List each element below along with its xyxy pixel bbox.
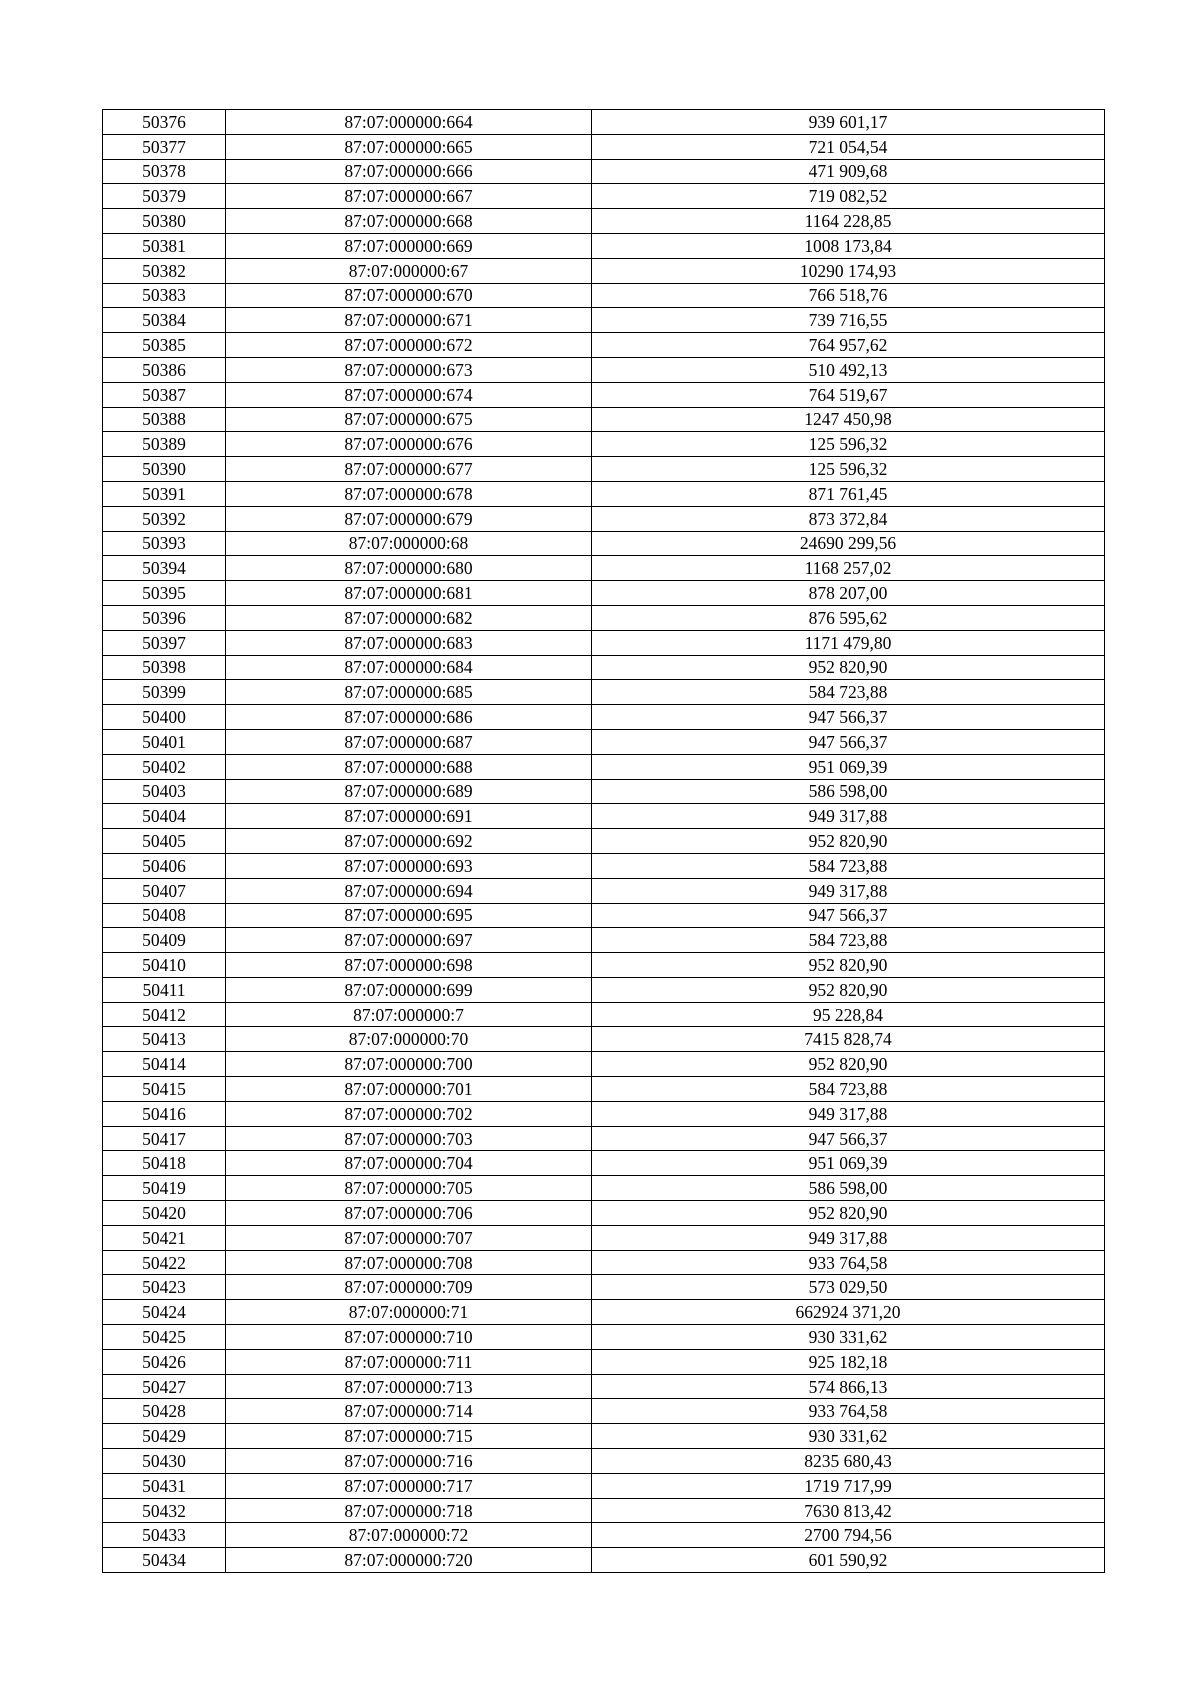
cadastral-value-cell: 586 598,00 bbox=[592, 779, 1105, 804]
cadastral-number-cell: 87:07:000000:704 bbox=[226, 1151, 592, 1176]
table-row bbox=[103, 1325, 1105, 1350]
row-number-cell: 50390 bbox=[103, 457, 226, 482]
table-row bbox=[103, 953, 1105, 978]
cadastral-number-cell: 87:07:000000:669 bbox=[226, 233, 592, 258]
table-row bbox=[103, 754, 1105, 779]
cadastral-value-cell: 574 866,13 bbox=[592, 1374, 1105, 1399]
cadastral-value-cell: 739 716,55 bbox=[592, 308, 1105, 333]
cadastral-value-cell: 584 723,88 bbox=[592, 853, 1105, 878]
cadastral-value-cell: 939 601,17 bbox=[592, 110, 1105, 135]
row-number-cell: 50407 bbox=[103, 878, 226, 903]
row-number-cell: 50419 bbox=[103, 1176, 226, 1201]
cadastral-value-cell: 601 590,92 bbox=[592, 1548, 1105, 1573]
row-number-cell: 50417 bbox=[103, 1126, 226, 1151]
cadastral-number-cell: 87:07:000000:671 bbox=[226, 308, 592, 333]
row-number-cell: 50418 bbox=[103, 1151, 226, 1176]
cadastral-number-cell: 87:07:000000:700 bbox=[226, 1052, 592, 1077]
cadastral-value-cell: 471 909,68 bbox=[592, 159, 1105, 184]
cadastral-value-cell: 1247 450,98 bbox=[592, 407, 1105, 432]
cadastral-number-cell: 87:07:000000:664 bbox=[226, 110, 592, 135]
cadastral-number-cell: 87:07:000000:668 bbox=[226, 209, 592, 234]
cadastral-value-cell: 1719 717,99 bbox=[592, 1473, 1105, 1498]
table-row bbox=[103, 1399, 1105, 1424]
row-number-cell: 50416 bbox=[103, 1101, 226, 1126]
row-number-cell: 50395 bbox=[103, 581, 226, 606]
cadastral-value-cell: 662924 371,20 bbox=[592, 1300, 1105, 1325]
table-row bbox=[103, 779, 1105, 804]
table-row bbox=[103, 110, 1105, 135]
cadastral-number-cell: 87:07:000000:71 bbox=[226, 1300, 592, 1325]
cadastral-value-cell: 1164 228,85 bbox=[592, 209, 1105, 234]
cadastral-number-cell: 87:07:000000:720 bbox=[226, 1548, 592, 1573]
table-body bbox=[103, 110, 1105, 1573]
table-row bbox=[103, 184, 1105, 209]
row-number-cell: 50383 bbox=[103, 283, 226, 308]
row-number-cell: 50426 bbox=[103, 1349, 226, 1374]
cadastral-value-cell: 952 820,90 bbox=[592, 655, 1105, 680]
row-number-cell: 50434 bbox=[103, 1548, 226, 1573]
row-number-cell: 50380 bbox=[103, 209, 226, 234]
row-number-cell: 50388 bbox=[103, 407, 226, 432]
row-number-cell: 50414 bbox=[103, 1052, 226, 1077]
row-number-cell: 50425 bbox=[103, 1325, 226, 1350]
cadastral-value-cell: 933 764,58 bbox=[592, 1250, 1105, 1275]
table-row bbox=[103, 134, 1105, 159]
table-row bbox=[103, 829, 1105, 854]
cadastral-number-cell: 87:07:000000:672 bbox=[226, 333, 592, 358]
table-row bbox=[103, 1201, 1105, 1226]
cadastral-number-cell: 87:07:000000:694 bbox=[226, 878, 592, 903]
table-row bbox=[103, 1077, 1105, 1102]
table-row bbox=[103, 804, 1105, 829]
cadastral-value-cell: 510 492,13 bbox=[592, 357, 1105, 382]
cadastral-value-cell: 947 566,37 bbox=[592, 903, 1105, 928]
row-number-cell: 50408 bbox=[103, 903, 226, 928]
table-row bbox=[103, 1449, 1105, 1474]
row-number-cell: 50427 bbox=[103, 1374, 226, 1399]
cadastral-value-cell: 930 331,62 bbox=[592, 1424, 1105, 1449]
cadastral-number-cell: 87:07:000000:68 bbox=[226, 531, 592, 556]
table-row bbox=[103, 308, 1105, 333]
cadastral-number-cell: 87:07:000000:674 bbox=[226, 382, 592, 407]
cadastral-number-cell: 87:07:000000:706 bbox=[226, 1201, 592, 1226]
table-row bbox=[103, 1027, 1105, 1052]
cadastral-number-cell: 87:07:000000:701 bbox=[226, 1077, 592, 1102]
row-number-cell: 50377 bbox=[103, 134, 226, 159]
row-number-cell: 50405 bbox=[103, 829, 226, 854]
cadastral-number-cell: 87:07:000000:677 bbox=[226, 457, 592, 482]
cadastral-number-cell: 87:07:000000:688 bbox=[226, 754, 592, 779]
table-row bbox=[103, 1374, 1105, 1399]
row-number-cell: 50385 bbox=[103, 333, 226, 358]
cadastral-value-cell: 7630 813,42 bbox=[592, 1498, 1105, 1523]
cadastral-value-cell: 1171 479,80 bbox=[592, 630, 1105, 655]
cadastral-number-cell: 87:07:000000:687 bbox=[226, 729, 592, 754]
row-number-cell: 50428 bbox=[103, 1399, 226, 1424]
row-number-cell: 50378 bbox=[103, 159, 226, 184]
row-number-cell: 50389 bbox=[103, 432, 226, 457]
cadastral-value-cell: 947 566,37 bbox=[592, 705, 1105, 730]
row-number-cell: 50412 bbox=[103, 1002, 226, 1027]
cadastral-number-cell: 87:07:000000:693 bbox=[226, 853, 592, 878]
row-number-cell: 50433 bbox=[103, 1523, 226, 1548]
row-number-cell: 50413 bbox=[103, 1027, 226, 1052]
cadastral-value-cell: 584 723,88 bbox=[592, 1077, 1105, 1102]
table-row bbox=[103, 407, 1105, 432]
cadastral-value-cell: 584 723,88 bbox=[592, 928, 1105, 953]
cadastral-value-cell: 24690 299,56 bbox=[592, 531, 1105, 556]
cadastral-value-cell: 949 317,88 bbox=[592, 1101, 1105, 1126]
row-number-cell: 50421 bbox=[103, 1225, 226, 1250]
row-number-cell: 50431 bbox=[103, 1473, 226, 1498]
table-row bbox=[103, 705, 1105, 730]
cadastral-number-cell: 87:07:000000:716 bbox=[226, 1449, 592, 1474]
cadastral-value-cell: 764 957,62 bbox=[592, 333, 1105, 358]
cadastral-value-cell: 878 207,00 bbox=[592, 581, 1105, 606]
row-number-cell: 50420 bbox=[103, 1201, 226, 1226]
row-number-cell: 50409 bbox=[103, 928, 226, 953]
cadastral-number-cell: 87:07:000000:673 bbox=[226, 357, 592, 382]
cadastral-value-cell: 947 566,37 bbox=[592, 1126, 1105, 1151]
row-number-cell: 50424 bbox=[103, 1300, 226, 1325]
row-number-cell: 50406 bbox=[103, 853, 226, 878]
table-row bbox=[103, 1424, 1105, 1449]
cadastral-number-cell: 87:07:000000:675 bbox=[226, 407, 592, 432]
cadastral-number-cell: 87:07:000000:676 bbox=[226, 432, 592, 457]
table-row bbox=[103, 1498, 1105, 1523]
row-number-cell: 50386 bbox=[103, 357, 226, 382]
cadastral-number-cell: 87:07:000000:678 bbox=[226, 481, 592, 506]
cadastral-number-cell: 87:07:000000:683 bbox=[226, 630, 592, 655]
table-row bbox=[103, 1250, 1105, 1275]
table-row bbox=[103, 1548, 1105, 1573]
table-row bbox=[103, 1126, 1105, 1151]
table-row bbox=[103, 1151, 1105, 1176]
row-number-cell: 50392 bbox=[103, 506, 226, 531]
table-row bbox=[103, 1101, 1105, 1126]
table-row bbox=[103, 283, 1105, 308]
table-row bbox=[103, 853, 1105, 878]
cadastral-number-cell: 87:07:000000:695 bbox=[226, 903, 592, 928]
cadastral-value-cell: 947 566,37 bbox=[592, 729, 1105, 754]
cadastral-value-cell: 949 317,88 bbox=[592, 1225, 1105, 1250]
table-row bbox=[103, 655, 1105, 680]
cadastral-number-cell: 87:07:000000:713 bbox=[226, 1374, 592, 1399]
table-row bbox=[103, 233, 1105, 258]
row-number-cell: 50394 bbox=[103, 556, 226, 581]
cadastral-number-cell: 87:07:000000:697 bbox=[226, 928, 592, 953]
cadastral-value-cell: 95 228,84 bbox=[592, 1002, 1105, 1027]
cadastral-value-cell: 951 069,39 bbox=[592, 754, 1105, 779]
table-row bbox=[103, 457, 1105, 482]
cadastral-number-cell: 87:07:000000:710 bbox=[226, 1325, 592, 1350]
cadastral-value-cell: 871 761,45 bbox=[592, 481, 1105, 506]
cadastral-number-cell: 87:07:000000:685 bbox=[226, 680, 592, 705]
cadastral-number-cell: 87:07:000000:686 bbox=[226, 705, 592, 730]
cadastral-value-cell: 125 596,32 bbox=[592, 457, 1105, 482]
table-row bbox=[103, 605, 1105, 630]
cadastral-number-cell: 87:07:000000:702 bbox=[226, 1101, 592, 1126]
cadastral-value-cell: 8235 680,43 bbox=[592, 1449, 1105, 1474]
cadastral-value-cell: 125 596,32 bbox=[592, 432, 1105, 457]
cadastral-number-cell: 87:07:000000:7 bbox=[226, 1002, 592, 1027]
cadastral-number-cell: 87:07:000000:684 bbox=[226, 655, 592, 680]
table-row bbox=[103, 977, 1105, 1002]
row-number-cell: 50382 bbox=[103, 258, 226, 283]
row-number-cell: 50432 bbox=[103, 1498, 226, 1523]
cadastral-number-cell: 87:07:000000:717 bbox=[226, 1473, 592, 1498]
cadastral-value-cell: 873 372,84 bbox=[592, 506, 1105, 531]
row-number-cell: 50399 bbox=[103, 680, 226, 705]
cadastral-number-cell: 87:07:000000:689 bbox=[226, 779, 592, 804]
table-row bbox=[103, 1176, 1105, 1201]
table-row bbox=[103, 159, 1105, 184]
row-number-cell: 50430 bbox=[103, 1449, 226, 1474]
cadastral-number-cell: 87:07:000000:709 bbox=[226, 1275, 592, 1300]
cadastral-value-cell: 2700 794,56 bbox=[592, 1523, 1105, 1548]
cadastral-value-cell: 952 820,90 bbox=[592, 953, 1105, 978]
cadastral-value-cell: 951 069,39 bbox=[592, 1151, 1105, 1176]
cadastral-value-cell: 586 598,00 bbox=[592, 1176, 1105, 1201]
table-row bbox=[103, 333, 1105, 358]
cadastral-value-cell: 573 029,50 bbox=[592, 1275, 1105, 1300]
table-row bbox=[103, 1275, 1105, 1300]
cadastral-value-cell: 1168 257,02 bbox=[592, 556, 1105, 581]
cadastral-value-cell: 952 820,90 bbox=[592, 1201, 1105, 1226]
cadastral-value-cell: 952 820,90 bbox=[592, 1052, 1105, 1077]
table-row bbox=[103, 1225, 1105, 1250]
cadastral-number-cell: 87:07:000000:715 bbox=[226, 1424, 592, 1449]
cadastral-value-cell: 7415 828,74 bbox=[592, 1027, 1105, 1052]
row-number-cell: 50384 bbox=[103, 308, 226, 333]
table-row bbox=[103, 680, 1105, 705]
table-row bbox=[103, 878, 1105, 903]
cadastral-number-cell: 87:07:000000:703 bbox=[226, 1126, 592, 1151]
cadastral-number-cell: 87:07:000000:70 bbox=[226, 1027, 592, 1052]
table-row bbox=[103, 209, 1105, 234]
row-number-cell: 50379 bbox=[103, 184, 226, 209]
row-number-cell: 50410 bbox=[103, 953, 226, 978]
cadastral-value-cell: 10290 174,93 bbox=[592, 258, 1105, 283]
table-row bbox=[103, 581, 1105, 606]
row-number-cell: 50422 bbox=[103, 1250, 226, 1275]
cadastral-number-cell: 87:07:000000:67 bbox=[226, 258, 592, 283]
cadastral-number-cell: 87:07:000000:707 bbox=[226, 1225, 592, 1250]
row-number-cell: 50391 bbox=[103, 481, 226, 506]
table-row bbox=[103, 729, 1105, 754]
row-number-cell: 50429 bbox=[103, 1424, 226, 1449]
table-row bbox=[103, 903, 1105, 928]
cadastral-number-cell: 87:07:000000:682 bbox=[226, 605, 592, 630]
row-number-cell: 50402 bbox=[103, 754, 226, 779]
cadastral-value-cell: 1008 173,84 bbox=[592, 233, 1105, 258]
table-row bbox=[103, 357, 1105, 382]
table-row bbox=[103, 432, 1105, 457]
row-number-cell: 50387 bbox=[103, 382, 226, 407]
cadastral-number-cell: 87:07:000000:699 bbox=[226, 977, 592, 1002]
table-row bbox=[103, 1523, 1105, 1548]
table-row bbox=[103, 928, 1105, 953]
row-number-cell: 50400 bbox=[103, 705, 226, 730]
table-row bbox=[103, 1473, 1105, 1498]
cadastral-value-cell: 952 820,90 bbox=[592, 829, 1105, 854]
table-row bbox=[103, 531, 1105, 556]
cadastral-number-cell: 87:07:000000:718 bbox=[226, 1498, 592, 1523]
cadastral-number-cell: 87:07:000000:667 bbox=[226, 184, 592, 209]
cadastral-number-cell: 87:07:000000:711 bbox=[226, 1349, 592, 1374]
cadastral-number-cell: 87:07:000000:691 bbox=[226, 804, 592, 829]
cadastral-value-cell: 933 764,58 bbox=[592, 1399, 1105, 1424]
cadastral-value-cell: 719 082,52 bbox=[592, 184, 1105, 209]
row-number-cell: 50423 bbox=[103, 1275, 226, 1300]
cadastral-number-cell: 87:07:000000:708 bbox=[226, 1250, 592, 1275]
table-row bbox=[103, 1300, 1105, 1325]
cadastral-value-cell: 949 317,88 bbox=[592, 804, 1105, 829]
cadastral-number-cell: 87:07:000000:72 bbox=[226, 1523, 592, 1548]
row-number-cell: 50398 bbox=[103, 655, 226, 680]
cadastral-number-cell: 87:07:000000:665 bbox=[226, 134, 592, 159]
cadastral-value-cell: 764 519,67 bbox=[592, 382, 1105, 407]
cadastral-value-cell: 876 595,62 bbox=[592, 605, 1105, 630]
table-row bbox=[103, 1002, 1105, 1027]
table-row bbox=[103, 1349, 1105, 1374]
row-number-cell: 50415 bbox=[103, 1077, 226, 1102]
cadastral-value-cell: 584 723,88 bbox=[592, 680, 1105, 705]
row-number-cell: 50397 bbox=[103, 630, 226, 655]
table-row bbox=[103, 630, 1105, 655]
cadastral-number-cell: 87:07:000000:670 bbox=[226, 283, 592, 308]
table-row bbox=[103, 506, 1105, 531]
row-number-cell: 50411 bbox=[103, 977, 226, 1002]
table-row bbox=[103, 556, 1105, 581]
table-row bbox=[103, 1052, 1105, 1077]
table-row bbox=[103, 258, 1105, 283]
cadastral-value-cell: 949 317,88 bbox=[592, 878, 1105, 903]
cadastral-number-cell: 87:07:000000:666 bbox=[226, 159, 592, 184]
cadastral-number-cell: 87:07:000000:679 bbox=[226, 506, 592, 531]
cadastral-value-cell: 766 518,76 bbox=[592, 283, 1105, 308]
table-row bbox=[103, 382, 1105, 407]
row-number-cell: 50404 bbox=[103, 804, 226, 829]
cadastral-number-cell: 87:07:000000:681 bbox=[226, 581, 592, 606]
cadastral-number-cell: 87:07:000000:692 bbox=[226, 829, 592, 854]
row-number-cell: 50401 bbox=[103, 729, 226, 754]
row-number-cell: 50403 bbox=[103, 779, 226, 804]
cadastral-value-cell: 925 182,18 bbox=[592, 1349, 1105, 1374]
cadastral-number-cell: 87:07:000000:680 bbox=[226, 556, 592, 581]
row-number-cell: 50376 bbox=[103, 110, 226, 135]
row-number-cell: 50393 bbox=[103, 531, 226, 556]
cadastral-number-cell: 87:07:000000:698 bbox=[226, 953, 592, 978]
cadastral-value-table bbox=[102, 109, 1105, 1573]
row-number-cell: 50396 bbox=[103, 605, 226, 630]
cadastral-value-cell: 930 331,62 bbox=[592, 1325, 1105, 1350]
cadastral-value-cell: 952 820,90 bbox=[592, 977, 1105, 1002]
row-number-cell: 50381 bbox=[103, 233, 226, 258]
cadastral-value-cell: 721 054,54 bbox=[592, 134, 1105, 159]
cadastral-number-cell: 87:07:000000:714 bbox=[226, 1399, 592, 1424]
table-row bbox=[103, 481, 1105, 506]
cadastral-number-cell: 87:07:000000:705 bbox=[226, 1176, 592, 1201]
